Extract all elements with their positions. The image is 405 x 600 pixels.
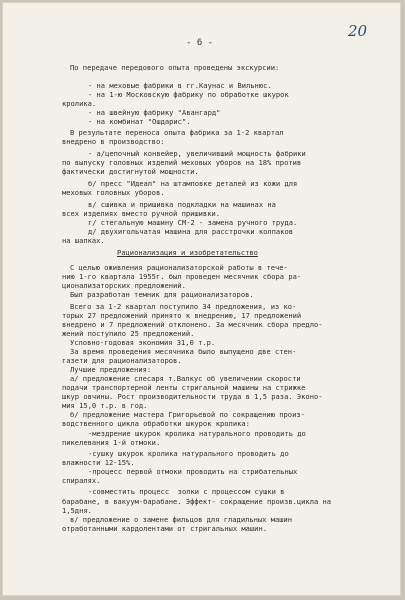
text-line: в/ предложение о замене фильцов для гладильных машин [70,515,293,524]
text-line: б/ предложение мастера Григорьевой по сокращению произ- [70,410,305,419]
text-line: водственного цикла обработки шкурок кролика: [62,419,250,428]
text-line: подачи транспортерной ленты стригальной машины на стрижке [62,383,306,392]
text-line: шкур овчины. Рост производительности труда в 1,5 раза. Эконо- [62,392,323,401]
document-page [2,2,401,596]
text-line: -мездрение шкурок кролика натурального проводить до [88,429,306,438]
text-line: Условно-годовая экономия 31,0 т.р. [70,338,216,347]
section-heading: Рационализация и изобретательство [117,248,258,257]
text-line: ционализаторских предложений. [62,281,186,290]
text-line: -сушку шкурок кролика натурального проводить до [88,449,289,458]
text-line: отработанными кардолентами от стригальных машин. [62,524,267,533]
text-line: на шапках. [62,236,105,245]
text-line: В результате переноса опыта фабрика за 1-2 квартал [70,128,284,137]
text-line: -совместить процесс золки с процессом сушки в [88,487,285,496]
text-line: газети для рационализаторов. [62,356,182,365]
text-line: г/ стегальную машину СМ-2 - замена ручного труда. [88,218,298,227]
text-line: Был разработан темник для рационализаторов. [70,290,254,299]
text-line: пикелевания 1-й отмоки. [62,438,161,447]
text-line: По передаче передового опыта проведены экскурсии: [70,63,280,72]
text-line: по выпуску головных изделий меховых уборов на 18% против [62,158,302,167]
text-line: в/ сшивка и пришивка подкладки на машинах на [88,200,276,209]
text-line: Всего за 1-2 квартал поступило 34 предложения, из ко- [70,302,297,311]
text-line: - на комбинат "Ошдарис". [88,117,191,126]
text-line: а/ предложение слесаря т.Валкус об увеличении скорости [70,374,301,383]
text-line: - на швейную фабрику "Авангард" [88,108,221,117]
text-line: внедрено и 7 предложений отклонено. За месячник сбора предло- [62,320,323,329]
text-line: меховых головных уборов. [62,188,165,197]
text-line: внедрено в производство: [62,137,165,146]
text-line: С целью оживления рационализаторской работы в тече- [70,263,288,272]
text-line: -процесс первой отмоки проводить на стрибательных [88,467,298,476]
text-line: б/ пресс "Идеал" на штамповке деталей из кожи для [88,179,298,188]
text-line: - на меховые фабрики в гг.Каунас и Вильнюс. [88,81,272,90]
text-line: 1,5дня. [62,506,92,515]
handwritten-page-number: 20 [348,22,368,40]
text-line: торых 27 предложений принято к внедрению, 17 предложений [62,311,302,320]
text-line: Лучшие предложения: [70,365,152,374]
text-line: спиралях. [62,476,101,485]
text-line: нию 1-го квартала 1955г. был проведен месячник сбора ра- [62,272,302,281]
text-line: всех изделиях вместо ручной пришивки. [62,209,221,218]
text-line: - а/цепочный конвейер, увеличивший мощность фабрики [88,149,306,158]
text-line: За время проведения месячника было выпущено две стен- [70,347,297,356]
text-line: мия 15,0 т.р. в год. [62,401,148,410]
text-line: фактически достигнутой мощности. [62,167,199,176]
text-line: - на 1-ю Московскую фабрику по обработке шкурок [88,90,289,99]
text-line: влажности 12-15%. [62,458,135,467]
text-line: д/ двухигольчатая машина для расстрочки колпаков [88,227,293,236]
text-line: барабане, в вакуум-барабане. Эффект- сокращение произв.цикла на [62,497,332,506]
page-number: - 6 - [186,38,214,48]
text-line: кролика. [62,99,97,108]
text-line: жений поступило 25 предложений. [62,329,195,338]
